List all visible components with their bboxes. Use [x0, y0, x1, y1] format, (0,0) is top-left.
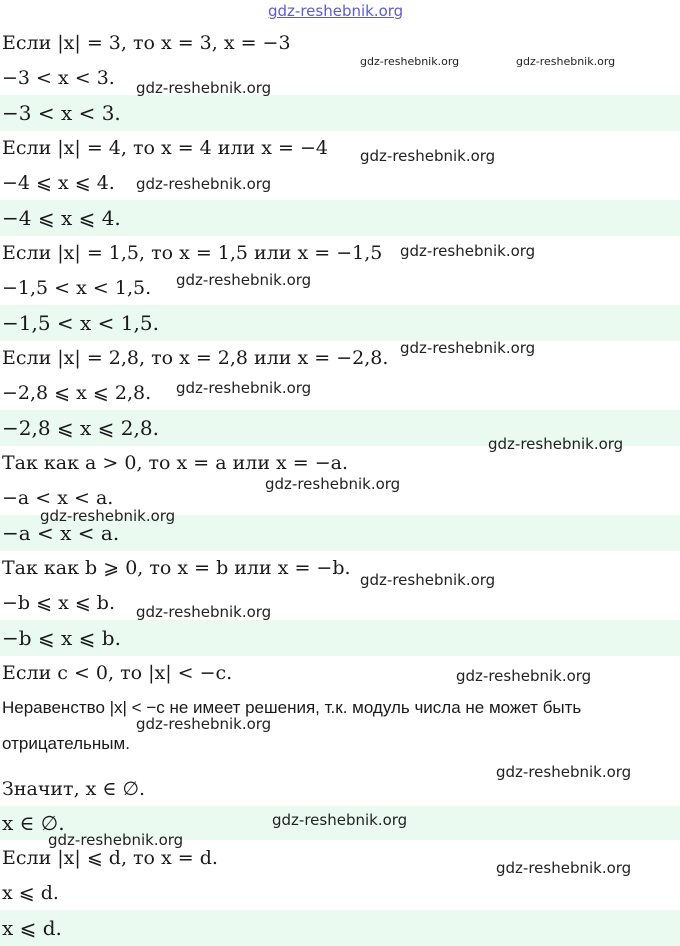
- text-line: Если |x| = 1,5, то x = 1,5 или x = −1,5: [2, 242, 383, 264]
- answer-line: −3 < x < 3.: [0, 95, 680, 131]
- watermark: gdz-reshebnik.org: [136, 603, 272, 621]
- watermark: gdz-reshebnik.org: [456, 667, 592, 685]
- text-line: Если c < 0, то |x| < −c.: [2, 662, 233, 684]
- answer-line: −b ⩽ x ⩽ b.: [0, 620, 680, 656]
- watermark: gdz-reshebnik.org: [516, 55, 616, 68]
- watermark: gdz-reshebnik.org: [360, 571, 496, 589]
- text-line: −1,5 < x < 1,5.: [2, 277, 152, 299]
- answer-line: x ⩽ d.: [0, 910, 680, 946]
- text-line: −b ⩽ x ⩽ b.: [2, 592, 115, 614]
- watermark: gdz-reshebnik.org: [400, 339, 536, 357]
- answer-line: −2,8 ⩽ x ⩽ 2,8.: [0, 410, 680, 446]
- watermark: gdz-reshebnik.org: [496, 763, 632, 781]
- watermark: gdz-reshebnik.org: [176, 379, 312, 397]
- text-line: −2,8 ⩽ x ⩽ 2,8.: [2, 382, 152, 404]
- watermark: gdz-reshebnik.org: [265, 475, 401, 493]
- answer-line: −4 ⩽ x ⩽ 4.: [0, 200, 680, 236]
- watermark: gdz-reshebnik.org: [48, 831, 184, 849]
- watermark: gdz-reshebnik.org: [272, 811, 408, 829]
- watermark: gdz-reshebnik.org: [360, 55, 460, 68]
- answer-line: x ∈ ∅.: [0, 806, 680, 840]
- text-line: Так как b ⩾ 0, то x = b или x = −b.: [2, 557, 351, 579]
- answer-line: −1,5 < x < 1,5.: [0, 305, 680, 341]
- watermark: gdz-reshebnik.org: [136, 175, 272, 193]
- watermark: gdz-reshebnik.org: [496, 859, 632, 877]
- watermark: gdz-reshebnik.org: [136, 79, 272, 97]
- text-line: Если |x| = 2,8, то x = 2,8 или x = −2,8.: [2, 347, 389, 369]
- text-line: x ⩽ d.: [2, 882, 59, 904]
- text-line: −a < x < a.: [2, 487, 114, 509]
- answer-line: −a < x < a.: [0, 515, 680, 551]
- watermark: gdz-reshebnik.org: [40, 507, 176, 525]
- text-line: −4 ⩽ x ⩽ 4.: [2, 172, 115, 194]
- text-line: Значит, x ∈ ∅.: [2, 778, 146, 800]
- text-line: −3 < x < 3.: [2, 67, 115, 89]
- watermark: gdz-reshebnik.org: [360, 147, 496, 165]
- watermark: gdz-reshebnik.org: [488, 435, 624, 453]
- text-line: Если |x| = 4, то x = 4 или x = −4: [2, 137, 328, 159]
- watermark: gdz-reshebnik.org: [268, 2, 404, 20]
- watermark: gdz-reshebnik.org: [136, 715, 272, 733]
- text-line: Если |x| ⩽ d, то x = d.: [2, 847, 218, 869]
- watermark: gdz-reshebnik.org: [176, 271, 312, 289]
- watermark: gdz-reshebnik.org: [400, 242, 536, 260]
- text-line: Если |x| = 3, то x = 3, x = −3: [2, 32, 291, 54]
- text-paragraph: Неравенство |x| < −c не имеет решения, т.к. модуль числа не может быть отрицательным.: [2, 698, 582, 753]
- text-line: Так как a > 0, то x = a или x = −a.: [2, 452, 349, 474]
